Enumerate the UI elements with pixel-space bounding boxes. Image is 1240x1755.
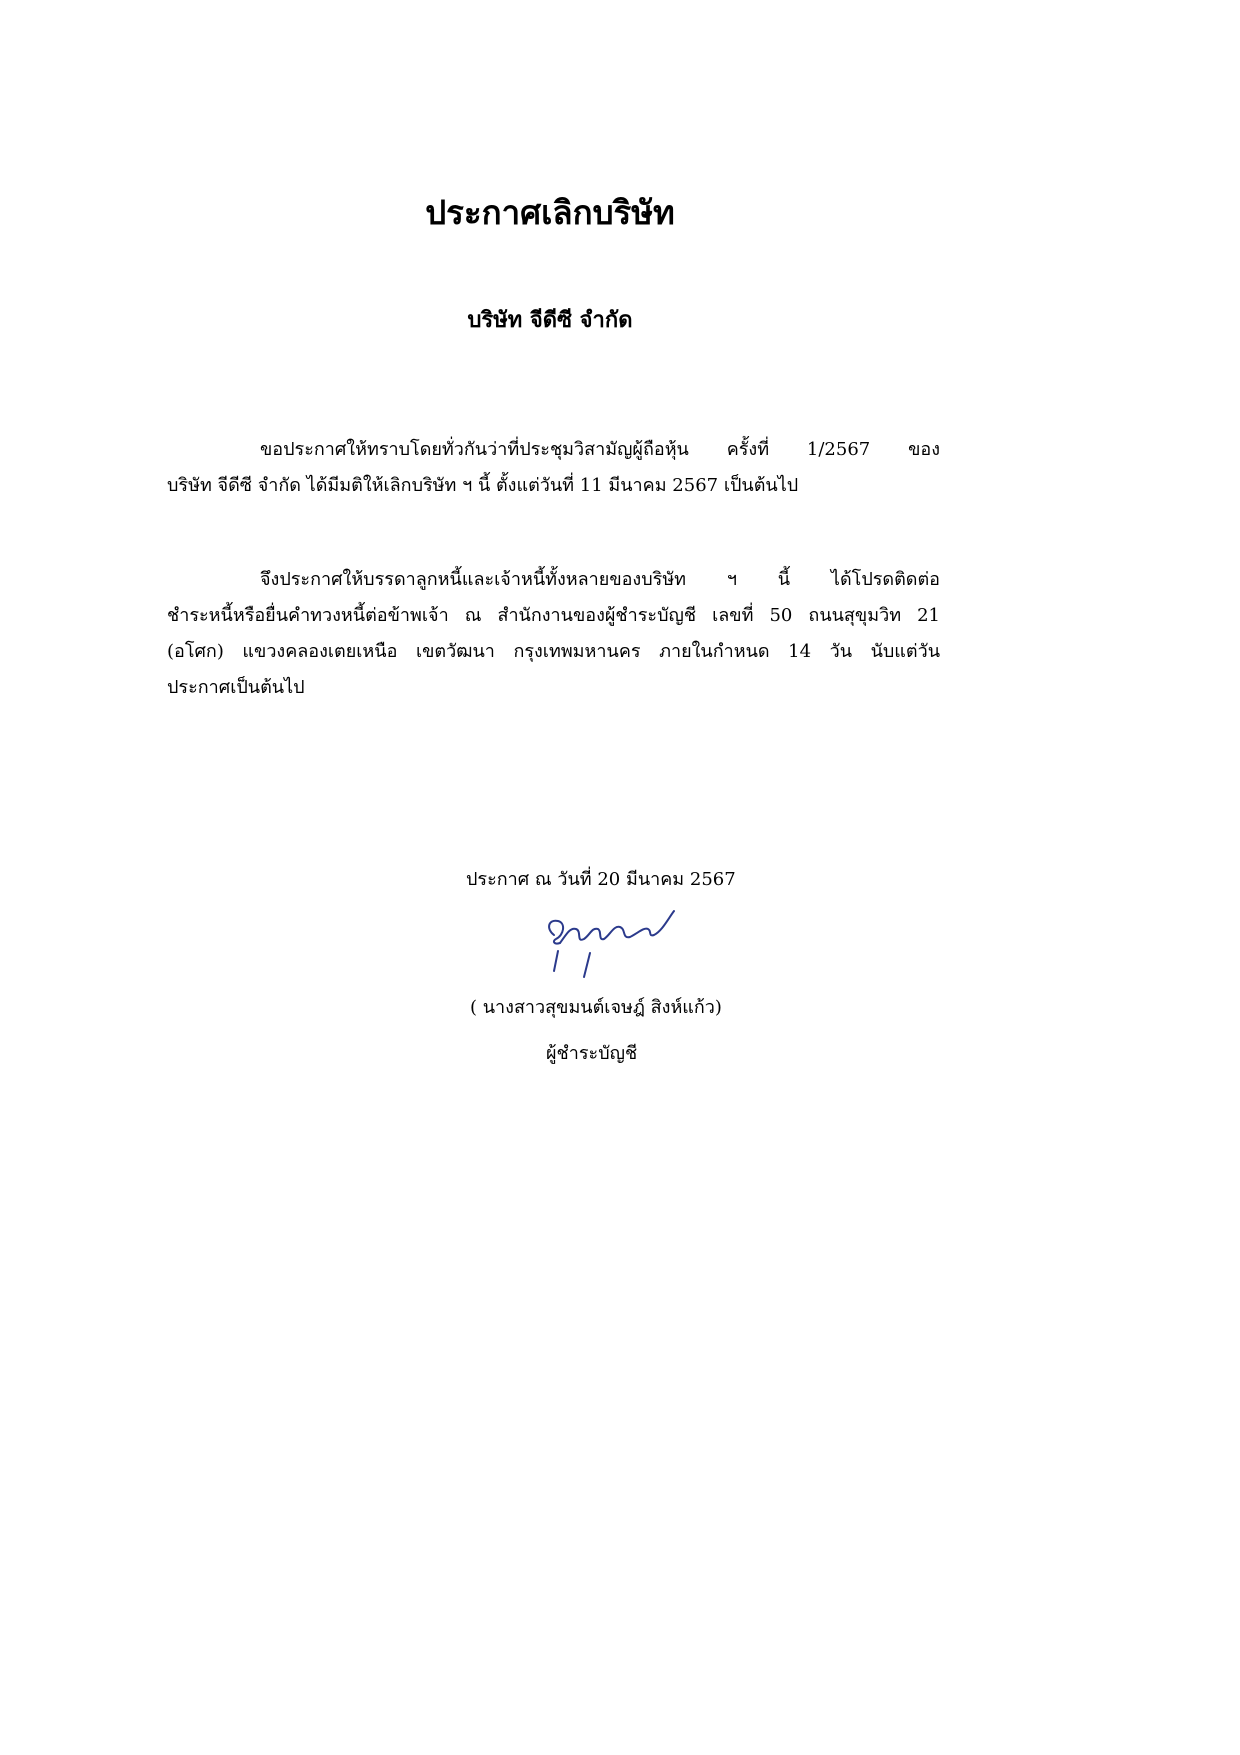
document-title: ประกาศเลิกบริษัท [425, 193, 675, 232]
announcement-date: ประกาศ ณ วันที่ 20 มีนาคม 2567 [466, 869, 736, 890]
liquidator-name: ( นางสาวสุขมนต์เจษฎ์ สิงห์แก้ว) [470, 997, 722, 1018]
paragraph-line: ขอประกาศให้ทราบโดยทั่วกันว่าที่ประชุมวิสามัญผู้ถือหุ้น ครั้งที่ 1/2567 ของ [260, 439, 940, 460]
paragraph-creditor-notice [167, 562, 940, 706]
paragraph-line: (อโศก) แขวงคลองเตยเหนือ เขตวัฒนา กรุงเทพมหานคร ภายในกำหนด 14 วัน นับแต่วัน [167, 641, 940, 662]
company-name: บริษัท จีดีซี จำกัด [467, 307, 633, 333]
paragraph-dissolution-resolution [167, 432, 940, 504]
paragraph-line: ชำระหนี้หรือยื่นคำทวงหนี้ต่อข้าพเจ้า ณ สำนักงานของผู้ชำระบัญชี เลขที่ 50 ถนนสุขุมวิท 21 [167, 605, 940, 626]
paragraph-line: บริษัท จีดีซี จำกัด ได้มีมติให้เลิกบริษัท ฯ นี้ ตั้งแต่วันที่ 11 มีนาคม 2567 เป็นต้นไป [167, 475, 799, 496]
handwritten-signature [540, 905, 680, 983]
paragraph-line: ประกาศเป็นต้นไป [167, 677, 305, 698]
liquidator-title: ผู้ชำระบัญชี [546, 1043, 638, 1064]
paragraph-line: จึงประกาศให้บรรดาลูกหนี้และเจ้าหนี้ทั้งหลายของบริษัท ฯ นี้ ได้โปรดติดต่อ [260, 569, 940, 590]
